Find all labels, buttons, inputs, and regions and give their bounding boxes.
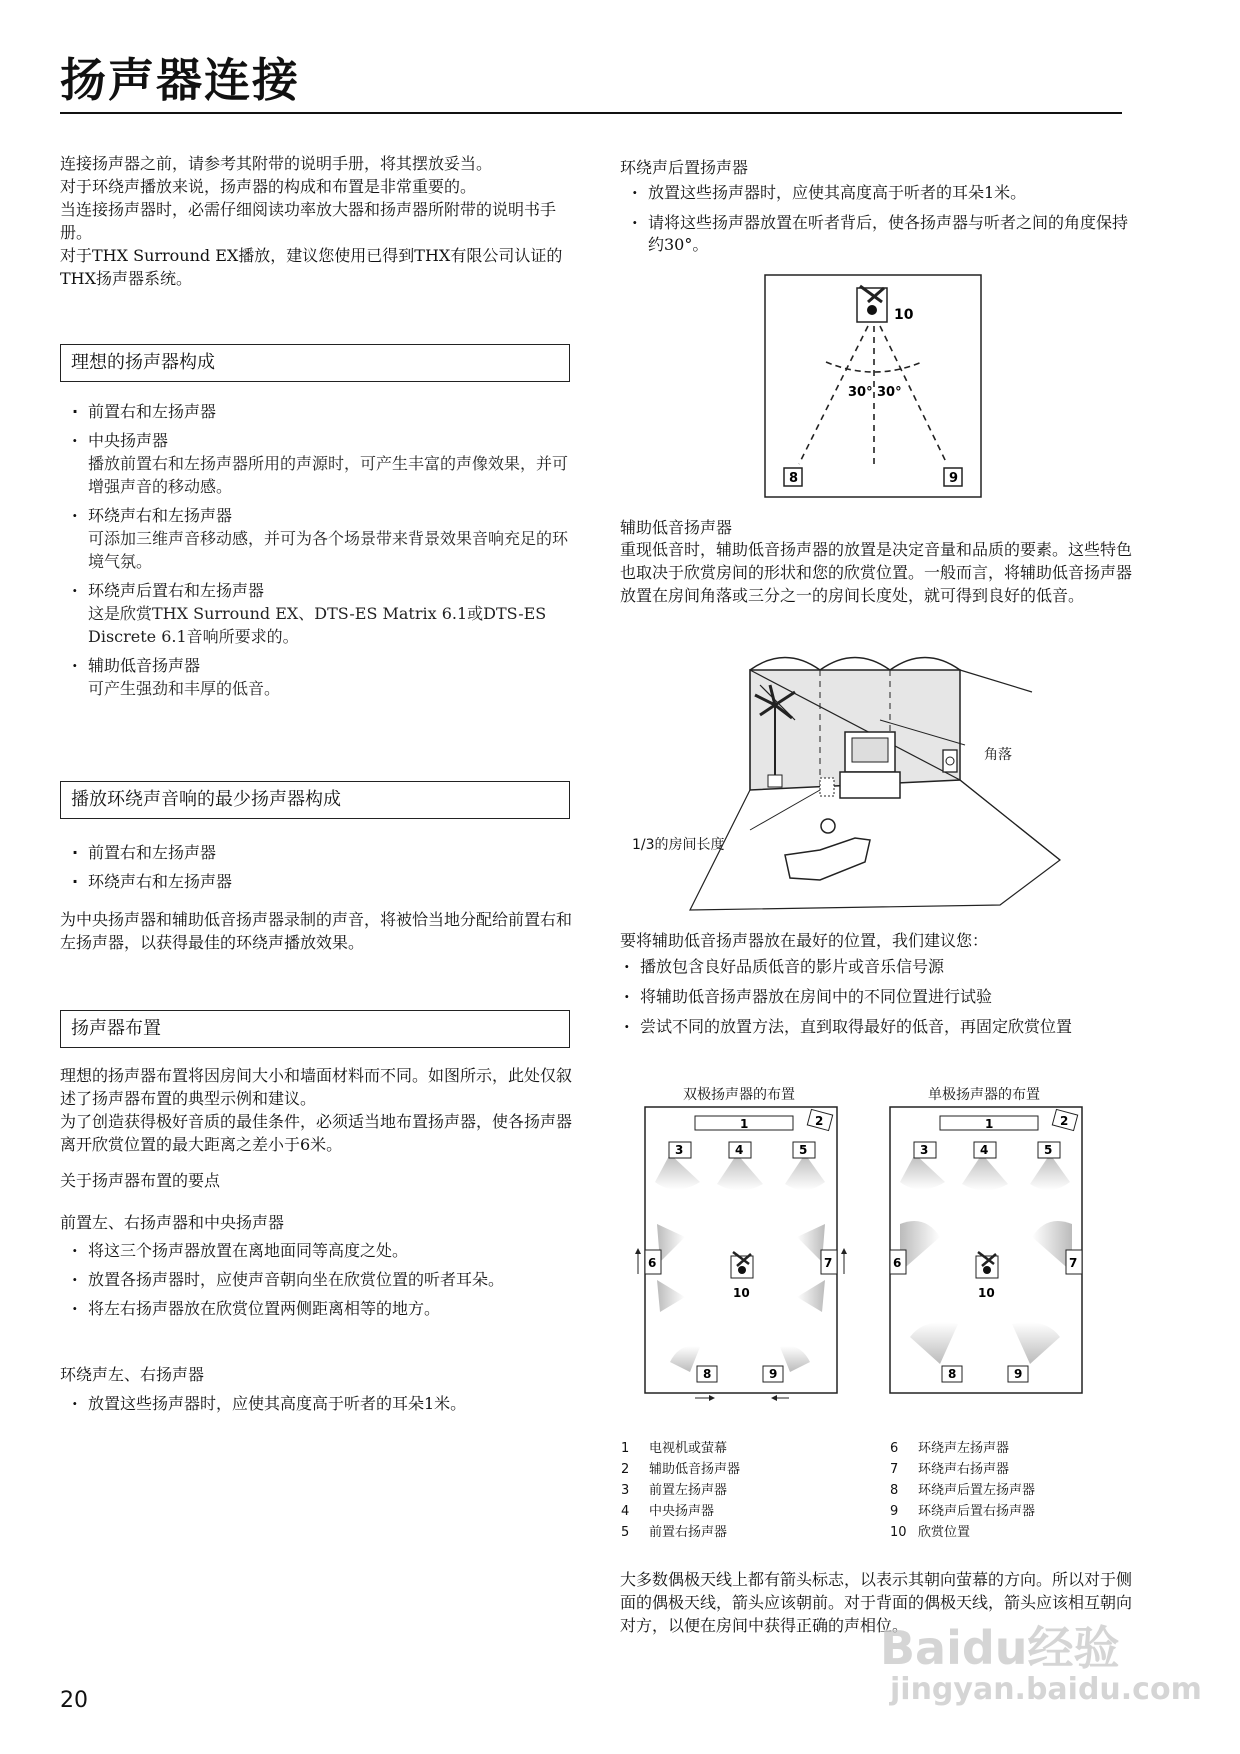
- intro-line: 对于THX Surround EX播放，建议您使用已得到THX有限公司认证的THX扬声器系统。: [60, 246, 563, 288]
- list-item: [60, 504, 575, 573]
- section-heading-placement: 扬声器布置: [60, 1010, 570, 1048]
- corner-label: 角落: [984, 747, 1012, 763]
- item-label: 辅助低音扬声器: [88, 656, 201, 675]
- rear-heading: 环绕声后置扬声器: [620, 158, 749, 177]
- subwoofer-heading: 辅助低音扬声器: [620, 518, 733, 537]
- tv-icon: [840, 732, 900, 798]
- list-item: · 前置右和左扬声器: [60, 838, 575, 867]
- angle-left-label: 30°: [848, 385, 873, 400]
- list-item: · 请将这些扬声器放置在听者背后，使各扬声器与听者之间的角度保持约30°。: [620, 212, 1140, 256]
- label-8: 8: [703, 1367, 712, 1381]
- watermark-url: jingyan.baidu.com: [890, 1672, 1202, 1707]
- legend-left: [621, 1438, 881, 1543]
- item-label: 前置右和左扬声器: [88, 402, 217, 421]
- legend-item: 7 环绕声右扬声器: [890, 1462, 1010, 1477]
- list-item: [60, 579, 575, 648]
- front-list: [60, 1240, 575, 1320]
- legend-item: 5 前置右扬声器: [621, 1525, 728, 1540]
- label-6: 6: [893, 1256, 902, 1270]
- legend-right: [890, 1438, 1150, 1543]
- label-3: 3: [920, 1143, 929, 1157]
- listener-icon: [731, 1252, 753, 1278]
- label-2: 2: [1060, 1114, 1069, 1128]
- intro-line: 当连接扬声器时，必需仔细阅读功率放大器和扬声器所附带的说明书手册。: [60, 200, 557, 242]
- list-item: · 播放包含良好品质低音的影片或音乐信号源: [612, 956, 1132, 978]
- listener-icon: [857, 286, 887, 322]
- watermark-brand: Baidu经验: [880, 1621, 1120, 1675]
- label-6: 6: [648, 1256, 657, 1270]
- list-item: · 放置这些扬声器时，应使其高度高于听者的耳朵1米。: [620, 182, 1140, 204]
- suggest-heading: 要将辅助低音扬声器放在最好的位置，我们建议您：: [620, 931, 989, 950]
- rear-speaker-diagram: [764, 274, 982, 498]
- sofa-icon: [785, 819, 870, 880]
- legend-item: 6 环绕声左扬声器: [890, 1441, 1010, 1456]
- dipole-layout-diagram: [625, 1102, 855, 1402]
- listener-icon: [976, 1252, 998, 1278]
- label-7: 7: [1069, 1256, 1078, 1270]
- front-heading: 前置左、右扬声器和中央扬声器: [60, 1213, 285, 1232]
- list-item: [60, 429, 575, 498]
- label-3: 3: [675, 1143, 684, 1157]
- label-1: 1: [740, 1117, 749, 1131]
- dipole-title: 双极扬声器的布置: [683, 1087, 795, 1103]
- listener-label: 10: [894, 307, 914, 323]
- label-10: 10: [978, 1286, 995, 1300]
- section-heading-minimum: 播放环绕声音响的最少扬声器构成: [60, 781, 570, 819]
- list-item: [60, 400, 575, 423]
- list-item: · 放置这些扬声器时，应使其高度高于听者的耳朵1米。: [60, 1392, 575, 1415]
- speaker-8-label: 8: [789, 471, 799, 486]
- intro-paragraph: [60, 152, 580, 290]
- label-2: 2: [815, 1114, 824, 1128]
- suggest-list: [612, 956, 1132, 1038]
- list-item: · 将这三个扬声器放置在离地面同等高度之处。: [60, 1240, 575, 1262]
- label-10: 10: [733, 1286, 750, 1300]
- item-desc: 播放前置右和左扬声器所用的声源时，可产生丰富的声像效果，并可增强声音的移动感。: [88, 454, 569, 496]
- legend-item: 1 电视机或萤幕: [621, 1441, 728, 1456]
- mono-layout-diagram: [870, 1102, 1100, 1402]
- label-7: 7: [824, 1256, 833, 1270]
- placement-text-2: 为了创造获得极好音质的最佳条件，必须适当地布置扬声器，使各扬声器离开欣赏位置的最大距离之差小于6米。: [60, 1112, 573, 1154]
- room-illustration: [620, 640, 1080, 920]
- label-9: 9: [1014, 1367, 1023, 1381]
- item-label: 环绕声后置右和左扬声器: [88, 581, 265, 600]
- item-desc: 可产生强劲和丰厚的低音。: [88, 679, 281, 698]
- label-5: 5: [799, 1143, 808, 1157]
- list-item: · 将左右扬声器放在欣赏位置两侧距离相等的地方。: [60, 1298, 575, 1320]
- page-title: 扬声器连接: [60, 53, 300, 107]
- legend-item: 2 辅助低音扬声器: [621, 1462, 741, 1477]
- mono-title: 单极扬声器的布置: [928, 1087, 1040, 1103]
- intro-line: 对于环绕声播放来说，扬声器的构成和布置是非常重要的。: [60, 177, 477, 196]
- label-9: 9: [769, 1367, 778, 1381]
- intro-line: 连接扬声器之前，请参考其附带的说明手册，将其摆放妥当。: [60, 154, 493, 173]
- label-8: 8: [948, 1367, 957, 1381]
- minimum-note: 为中央扬声器和辅助低音扬声器录制的声音，将被恰当地分配给前置右和左扬声器，以获得最佳的环绕声播放效果。: [60, 910, 573, 952]
- minimum-list: [60, 838, 575, 896]
- item-desc: 可添加三维声音移动感，并可为各个场景带来背景效果音响充足的环境气氛。: [88, 529, 569, 571]
- legend-item: 3 前置左扬声器: [621, 1483, 728, 1498]
- label-1: 1: [985, 1117, 994, 1131]
- list-item: · 将辅助低音扬声器放在房间中的不同位置进行试验: [612, 986, 1132, 1008]
- placement-text-1: 理想的扬声器布置将因房间大小和墙面材料而不同。如图所示，此处仅叙述了扬声器布置的典型示例和建议。: [60, 1066, 573, 1108]
- angle-right-label: 30°: [877, 385, 902, 400]
- subwoofer-corner-icon: [943, 750, 957, 772]
- points-heading: 关于扬声器布置的要点: [60, 1171, 221, 1190]
- surround-heading: 环绕声左、右扬声器: [60, 1365, 205, 1384]
- ideal-list: [60, 400, 575, 700]
- speaker-9-label: 9: [949, 471, 959, 486]
- list-item: · 环绕声右和左扬声器: [60, 867, 575, 896]
- list-item: · 尝试不同的放置方法，直到取得最好的低音，再固定欣赏位置: [612, 1016, 1132, 1038]
- label-4: 4: [735, 1143, 744, 1157]
- label-5: 5: [1044, 1143, 1053, 1157]
- surround-list: [60, 1392, 575, 1415]
- item-label: 中央扬声器: [88, 431, 169, 450]
- subwoofer-text: 重现低音时，辅助低音扬声器的放置是决定音量和品质的要素。这些特色也取决于欣赏房间的形状和您的欣赏位置。一般而言，将辅助低音扬声器放置在房间角落或三分之一的房间长度处，就可得到良好的低音。: [620, 540, 1133, 605]
- subwoofer-third-icon: [820, 778, 834, 796]
- legend-item: 9 环绕声后置右扬声器: [890, 1504, 1036, 1519]
- item-label: 环绕声右和左扬声器: [88, 506, 233, 525]
- section-heading-ideal: 理想的扬声器构成: [60, 344, 570, 382]
- list-item: [60, 654, 575, 700]
- dipole-note: 大多数偶极天线上都有箭头标志，以表示其朝向萤幕的方向。所以对于侧面的偶极天线，箭头应该朝前。对于背面的偶极天线，箭头应该相互朝向对方，以便在房间中获得正确的声相位。: [620, 1570, 1133, 1635]
- third-label: 1/3的房间长度: [632, 837, 725, 853]
- item-desc: 这是欣赏THX Surround EX、DTS-ES Matrix 6.1或DTS-ES Discrete 6.1音响所要求的。: [88, 604, 547, 646]
- page-number: 20: [60, 1688, 88, 1713]
- legend-item: 8 环绕声后置左扬声器: [890, 1483, 1036, 1498]
- legend-item: 10 欣赏位置: [890, 1525, 971, 1540]
- title-rule: [60, 112, 1122, 114]
- legend-item: 4 中央扬声器: [621, 1504, 715, 1519]
- rear-list: [620, 182, 1140, 256]
- list-item: · 放置各扬声器时，应使声音朝向坐在欣赏位置的听者耳朵。: [60, 1269, 575, 1291]
- label-4: 4: [980, 1143, 989, 1157]
